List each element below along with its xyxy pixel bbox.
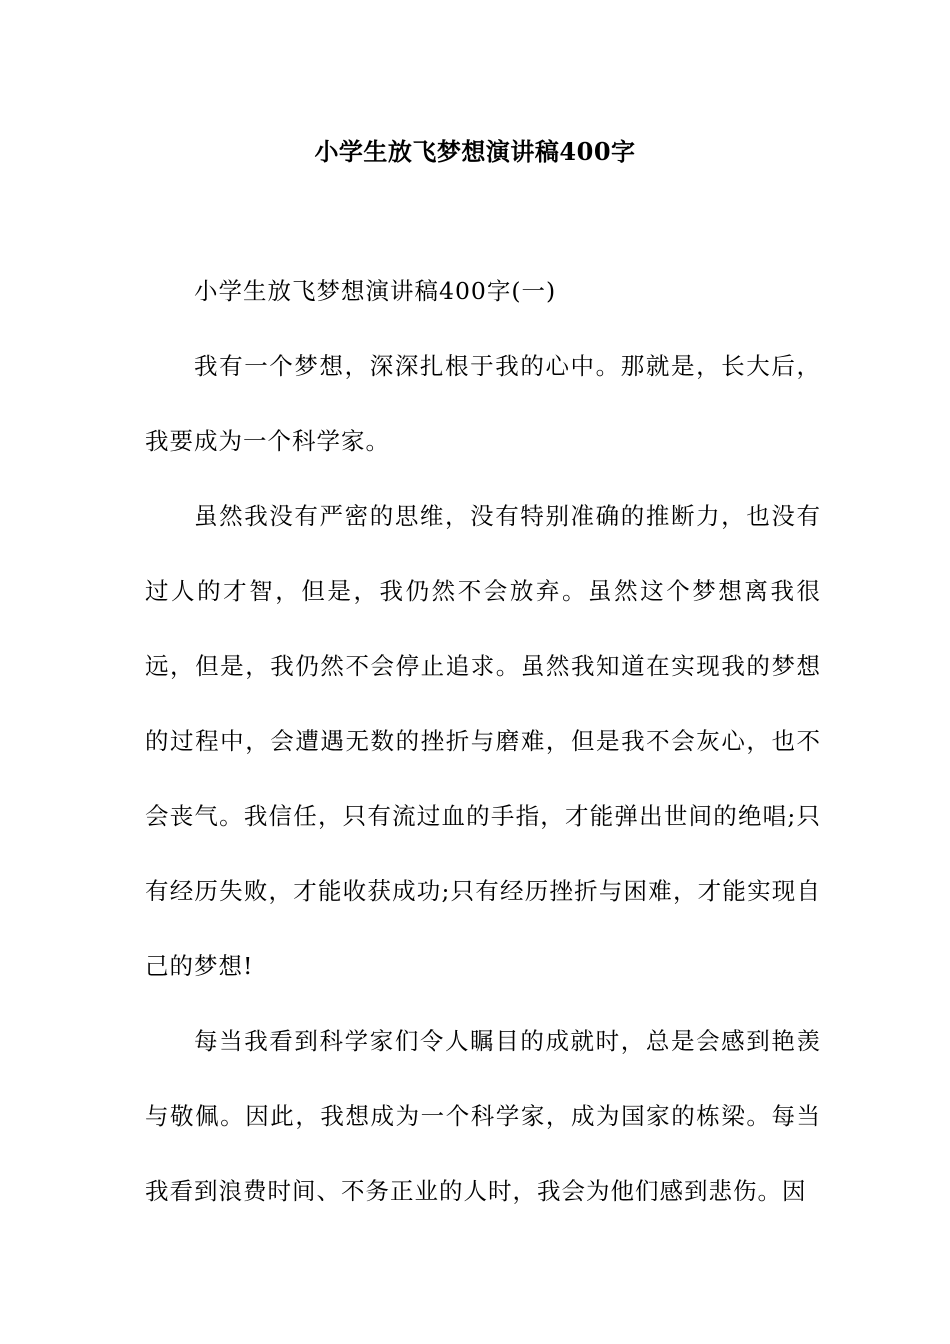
- document-title: 小学生放飞梦想演讲稿400字: [314, 137, 636, 166]
- paragraph-dream-intro: 我有一个梦想，深深扎根于我的心中。那就是，长大后，我要成为一个科学家。: [145, 352, 821, 455]
- paragraph-subtitle: 小学生放飞梦想演讲稿400字(一): [194, 277, 557, 305]
- paragraph-perseverance: 虽然我没有严密的思维，没有特别准确的推断力，也没有过人的才智，但是，我仍然不会放弃。虽然这个梦想离我很远，但是，我仍然不会停止追求。虽然我知道在实现我的梦想的过程中，会遭遇无数的挫折与磨难，但是我不会灰心，也不会丧气。我信任，只有流过血的手指，才能弹出世间的绝唱;只有经历失败，才能收获成功;只有经历挫折与困难，才能实现自己的梦想!: [145, 502, 821, 980]
- document-body: [145, 254, 821, 1229]
- paragraph-admiration: 每当我看到科学家们令人瞩目的成就时，总是会感到艳羡与敬佩。因此，我想成为一个科学家，成为国家的栋梁。每当我看到浪费时间、不务正业的人时，我会为他们感到悲伤。因: [145, 1027, 821, 1205]
